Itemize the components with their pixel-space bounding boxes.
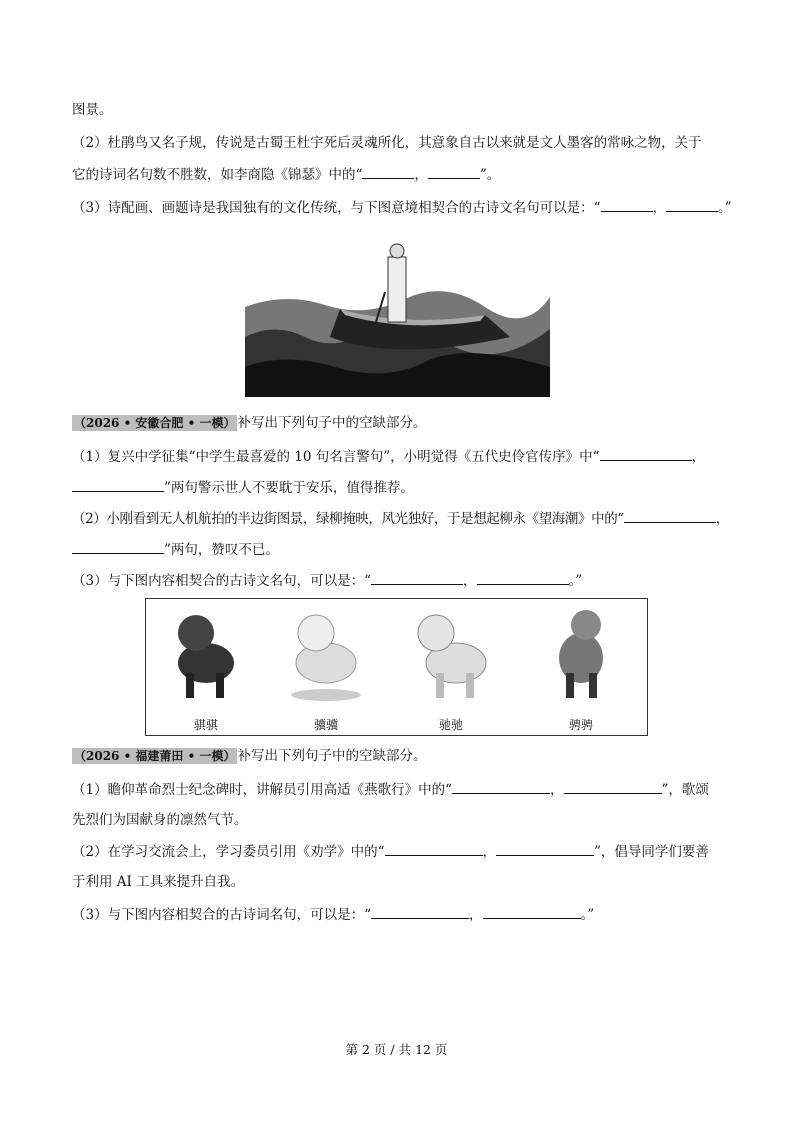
horse-image	[401, 603, 501, 711]
answer-blank[interactable]	[483, 905, 581, 919]
text: ，	[414, 167, 428, 183]
text-line	[72, 509, 729, 528]
text: （1）瞻仰革命烈士纪念碑时，讲解员引用高适《燕歌行》中的“	[72, 782, 452, 798]
answer-blank[interactable]	[362, 165, 414, 179]
text: （2）小刚看到无人机航拍的半边街图景，绿柳掩映，风光独好，于是想起柳永《望海潮》中的“	[72, 511, 624, 527]
instruction: 补写出下列句子中的空缺部分。	[237, 748, 427, 764]
text-line	[72, 478, 414, 497]
horse-image	[156, 603, 256, 711]
text-line	[72, 540, 279, 559]
text: （1）复兴中学征集“中学生最喜爱的 10 句名言警句”，小明觉得《五代史伶官传序》中“	[72, 449, 600, 465]
text-line	[72, 780, 709, 799]
text: 。”	[580, 907, 595, 923]
answer-blank[interactable]	[600, 447, 692, 461]
horse-label: 骋骋	[568, 718, 593, 732]
answer-blank[interactable]	[477, 571, 569, 585]
horse-label: 驰驰	[438, 718, 463, 732]
text: ，	[652, 200, 666, 216]
text: ，	[482, 844, 496, 860]
horse-label: 骐骐	[193, 718, 218, 732]
answer-blank[interactable]	[371, 571, 463, 585]
answer-blank[interactable]	[72, 478, 164, 492]
horse-label: 骥骥	[313, 718, 338, 732]
text: 。”	[568, 573, 583, 589]
text: （3）诗配画、画题诗是我国独有的文化传统，与下图意境相契合的古诗文名句可以是：“	[72, 200, 601, 216]
text: 。”	[718, 200, 732, 216]
horse-image	[276, 603, 376, 711]
text: ，	[469, 907, 483, 923]
source-tag: （2026 • 安徽合肥 • 一模）	[74, 416, 236, 430]
answer-blank[interactable]	[496, 842, 594, 856]
answer-blank[interactable]	[624, 509, 716, 523]
question-heading	[72, 414, 426, 432]
answer-blank[interactable]	[371, 905, 469, 919]
text-line	[72, 165, 500, 184]
text: 它的诗词名句数不胜数，如李商隐《锦瑟》中的“	[72, 167, 363, 183]
answer-blank[interactable]	[385, 842, 483, 856]
horse-image	[531, 603, 631, 711]
text: ”两句，赞叹不已。	[164, 542, 279, 558]
instruction: 补写出下列句子中的空缺部分。	[237, 415, 427, 431]
text-line: 图景。	[72, 102, 113, 118]
text-line: 于利用 AI 工具来提升自我。	[72, 874, 245, 890]
question-heading	[72, 747, 426, 765]
answer-blank[interactable]	[564, 780, 662, 794]
text: ，	[550, 782, 564, 798]
text: ”，倡导同学们要善	[594, 844, 709, 860]
answer-blank[interactable]	[666, 198, 718, 212]
text-line: 先烈们为国献身的凛然气节。	[72, 812, 248, 828]
text: （3）与下图内容相契合的古诗词名句，可以是：“	[72, 907, 371, 923]
text: ”。	[479, 167, 501, 183]
answer-blank[interactable]	[452, 780, 550, 794]
text: （2）在学习交流会上，学习委员引用《劝学》中的“	[72, 844, 385, 860]
text-line	[72, 198, 732, 217]
text: ，	[715, 511, 729, 527]
text: ，	[463, 573, 477, 589]
text-line	[72, 571, 582, 590]
text: （3）与下图内容相契合的古诗文名句，可以是：“	[72, 573, 371, 589]
answer-blank[interactable]	[428, 165, 480, 179]
text-line	[72, 842, 709, 861]
boat-figure-image	[245, 237, 550, 397]
source-tag: （2026 • 福建莆田 • 一模）	[74, 749, 236, 763]
text: ”两句警示世人不要耽于安乐，值得推荐。	[164, 480, 414, 496]
horses-figure	[145, 598, 648, 736]
page-footer: 第 2 页 / 共 12 页	[345, 1042, 448, 1057]
text: ”，歌颂	[661, 782, 709, 798]
text-line	[72, 905, 594, 924]
answer-blank[interactable]	[72, 540, 164, 554]
text-line	[72, 447, 705, 466]
text-line: （2）杜鹃鸟又名子规，传说是古蜀王杜宇死后灵魂所化，其意象自古以来就是文人墨客的常咏之物，关于	[72, 135, 702, 151]
answer-blank[interactable]	[601, 198, 653, 212]
text: ，	[691, 449, 706, 465]
